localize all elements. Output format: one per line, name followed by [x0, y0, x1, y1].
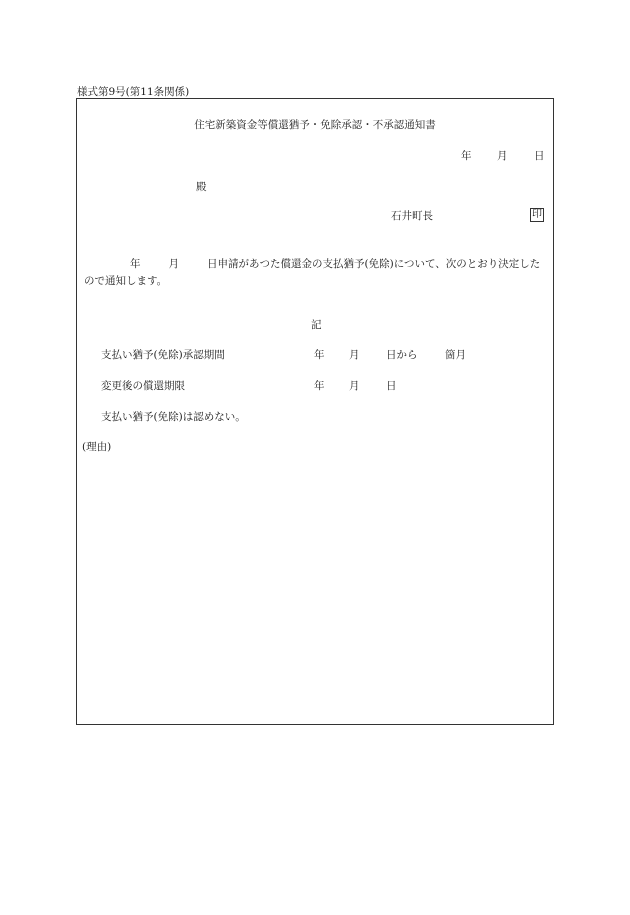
issuer-name: 石井町長	[391, 210, 433, 222]
notification-body	[84, 256, 550, 290]
approval-period-months: 箇月	[445, 349, 466, 361]
ki-heading: 記	[311, 319, 322, 331]
date-month-label: 月	[497, 150, 508, 162]
body-month-label: 月	[168, 258, 179, 270]
approval-period-label: 支払い猶予(免除)承認期間	[101, 349, 225, 361]
date-day-label: 日	[534, 150, 545, 162]
document-title: 住宅新築資金等償還猶予・免除承認・不承認通知書	[194, 119, 436, 131]
not-approved-label: 支払い猶予(免除)は認めない。	[101, 411, 246, 423]
new-due-date-month: 月	[349, 380, 360, 392]
approval-period-day-from: 日から	[386, 349, 418, 361]
date-year-label: 年	[461, 150, 472, 162]
approval-period-year: 年	[314, 349, 325, 361]
body-year-label: 年	[130, 258, 141, 270]
new-due-date-label: 変更後の償還期限	[101, 380, 185, 392]
form-number-label: 様式第9号(第11条関係)	[77, 86, 190, 98]
body-text: 日申請があつた償還金の支払猶予(免除)について、次のとおり決定したので通知します。	[84, 258, 541, 287]
new-due-date-day: 日	[386, 380, 397, 392]
new-due-date-year: 年	[314, 380, 325, 392]
addressee-suffix: 殿	[196, 181, 207, 193]
seal-mark: 印	[532, 209, 542, 220]
reason-label: (理由)	[82, 441, 112, 453]
approval-period-month: 月	[349, 349, 360, 361]
